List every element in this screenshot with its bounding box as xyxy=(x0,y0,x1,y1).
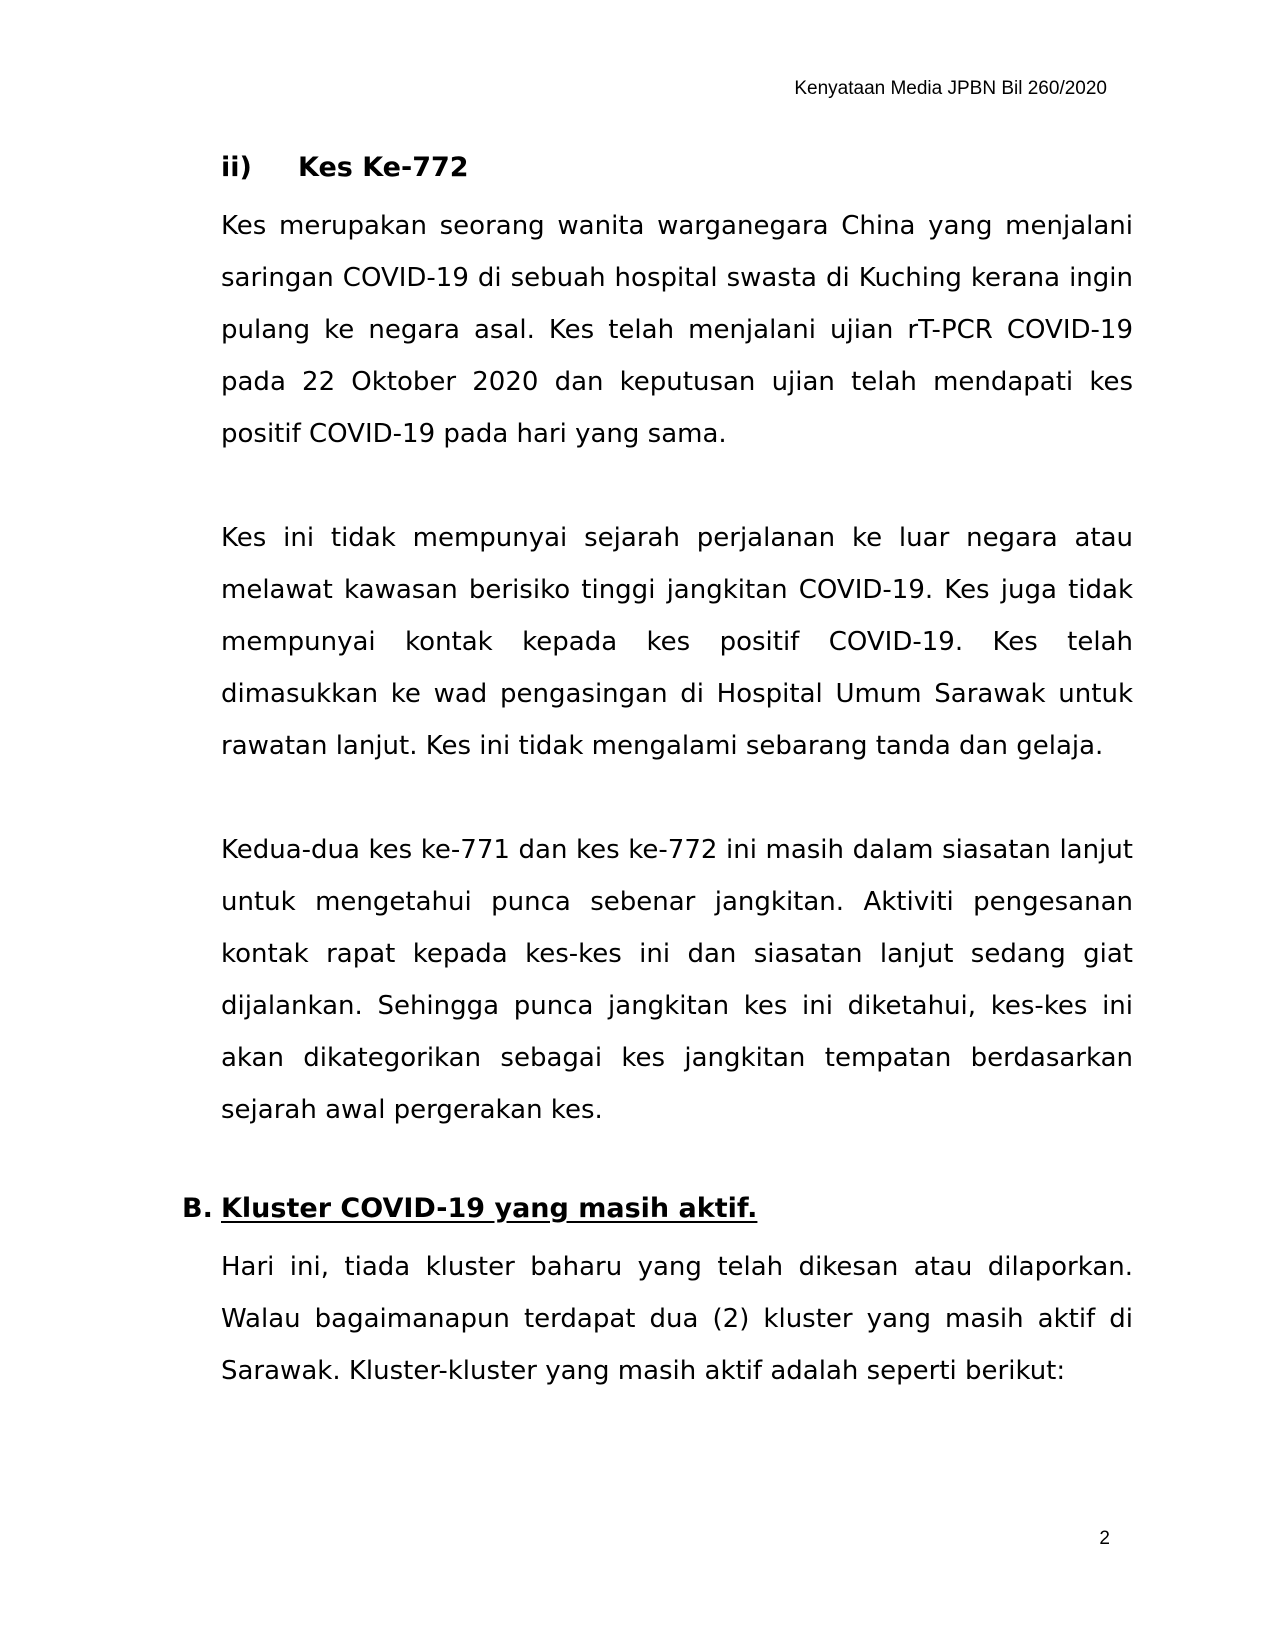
case-subheading-title: Kes Ke-772 xyxy=(298,152,469,183)
running-header: Kenyataan Media JPBN Bil 260/2020 xyxy=(794,78,1107,99)
case-subheading xyxy=(221,152,469,183)
paragraph-case-description: Kes merupakan seorang wanita warganegara China yang menjalani saringan COVID-19 di sebuah hospital swasta di Kuching kerana ingin pulang ke negara asal. Kes telah menjalani ujian rT-PCR COVID-19 pada 22 Oktober 2020 dan keputusan ujian telah mendapati kes positif COVID-19 pada hari yang sama. xyxy=(221,211,1133,449)
case-subheading-number: ii) xyxy=(221,152,252,183)
paragraph-investigation: Kedua-dua kes ke-771 dan kes ke-772 ini masih dalam siasatan lanjut untuk mengetahui punca sebenar jangkitan. Aktiviti pengesanan kontak rapat kepada kes-kes ini dan siasatan lanjut sedang giat dijalankan. Sehingga punca jangkitan kes ini diketahui, kes-kes ini akan dikategorikan sebagai kes jangkitan tempatan berdasarkan sejarah awal pergerakan kes. xyxy=(221,835,1133,1125)
section-b-letter: B. xyxy=(182,1193,213,1224)
section-b-heading xyxy=(182,1193,757,1224)
paragraph-case-history: Kes ini tidak mempunyai sejarah perjalanan ke luar negara atau melawat kawasan berisiko tinggi jangkitan COVID-19. Kes juga tidak mempunyai kontak kepada kes positif COVID-19. Kes telah dimasukkan ke wad pengasingan di Hospital Umum Sarawak untuk rawatan lanjut. Kes ini tidak mengalami sebarang tanda dan gelaja. xyxy=(221,523,1133,761)
paragraph-active-clusters: Hari ini, tiada kluster baharu yang telah dikesan atau dilaporkan. Walau bagaimanapun terdapat dua (2) kluster yang masih aktif di Sarawak. Kluster-kluster yang masih aktif adalah seperti berikut: xyxy=(221,1252,1133,1386)
page-number: 2 xyxy=(1099,1528,1110,1549)
section-b-title: Kluster COVID-19 yang masih aktif. xyxy=(221,1193,758,1224)
